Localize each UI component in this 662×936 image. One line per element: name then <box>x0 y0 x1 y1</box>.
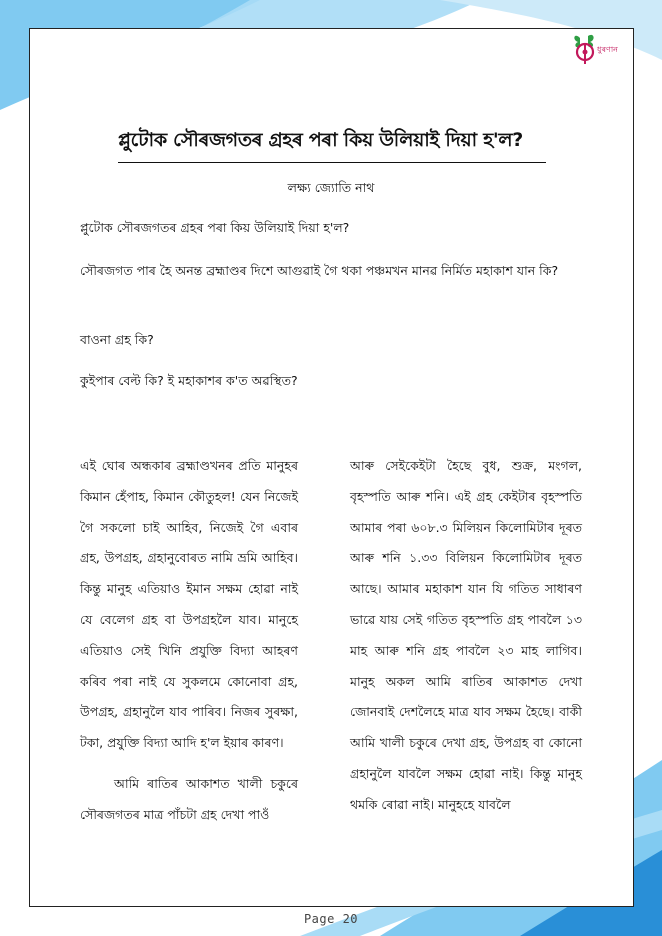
left-paragraph-1: এই ঘোৰ অন্ধকাৰ ব্ৰহ্মাণ্ডখনৰ প্ৰতি মানুহৰ কিমান হেঁপাহ, কিমান কৌতুহল! যেন নিজেই গৈ সকলো চাই আহিব, নিজেই গৈ এবাৰ গ্ৰহ, উপগ্ৰহ, গ্ৰহানুবোৰত নামি ভ্ৰমি আহিব। কিন্তু মানুহ এতিয়াও ইমান সক্ষম হোৱা নাই যে বেলেগ গ্ৰহ বা উপগ্ৰহলৈ যাব। মানুহে এতিয়াও সেই খিনি প্ৰযুক্তি বিদ্যা আহৰণ কৰিব পৰা নাই যে সুকলমে কোনোবা গ্ৰহ, উপগ্ৰহ, গ্ৰহানুলৈ যাব পাৰিব। নিজৰ সুৰক্ষা, টকা, প্ৰযুক্তি বিদ্যা আদি হ'ল ইয়াৰ কাৰণ। <box>80 458 298 751</box>
left-paragraph-2: আমি ৰাতিৰ আকাশত খালী চকুৰে সৌৰজগতৰ মাত্ৰ পাঁচটা গ্ৰহ দেখা পাওঁ <box>80 775 298 822</box>
question-2: সৌৰজগত পাৰ হৈ অনন্ত ব্ৰহ্মাণ্ডৰ দিশে আগুৱাই গৈ থকা পঞ্চমখন মানৱ নিৰ্মিত মহাকাশ যান কি? <box>80 263 559 278</box>
right-column <box>350 451 582 821</box>
right-paragraph-1: আৰু সেইকেইটা হৈছে বুধ, শুক্ৰ, মংগল, বৃহস্পতি আৰু শনি। এই গ্ৰহ কেইটাৰ বৃহস্পতি আমাৰ পৰা ৬০৮.৩ মিলিয়ন কিলোমিটাৰ দূৰত আৰু শনি ১.৩৩ বিলিয়ন কিলোমিটাৰ দূৰত আছে। আমাৰ মহাকাশ যান যি গতিত সাধাৰণ ভাৱে যায় সেই গতিত বৃহস্পতি গ্ৰহ পাবলৈ ১৩ মাহ আৰু শনি গ্ৰহ পাবলৈ ২৩ মাহ লাগিব। মানুহ অকল আমি ৰাতিৰ আকাশত দেখা জোনবাই দেশলৈহে মাত্ৰ যাব সক্ষম হৈছে। বাকী আমি খালী চকুৰে দেখা গ্ৰহ, উপগ্ৰহ বা কোনো গ্ৰহানুলৈ যাবলৈ সক্ষম হোৱা নাই। কিন্তু মানুহ থমকি ৰোৱা নাই। মানুহহে যাবলৈ <box>350 458 582 812</box>
article-title: প্লুটোক সৌৰজগতৰ গ্ৰহৰ পৰা কিয় উলিয়াই দিয়া হ'ল? <box>118 126 546 163</box>
question-4: কুইপাৰ বেল্ট কি? ই মহাকাশৰ ক'ত অৱস্থিত? <box>80 373 298 388</box>
page-number: Page 20 <box>303 912 359 926</box>
question-1: প্লুটোক সৌৰজগতৰ গ্ৰহৰ পৰা কিয় উলিয়াই দিয়া হ'ল? <box>80 220 350 235</box>
article-author: লক্ষ্য জ্যোতি নাথ <box>287 180 375 195</box>
left-column <box>80 451 298 831</box>
logo-text: ধুৰণান <box>597 45 618 54</box>
question-3: বাওনা গ্ৰহ কি? <box>80 332 154 347</box>
